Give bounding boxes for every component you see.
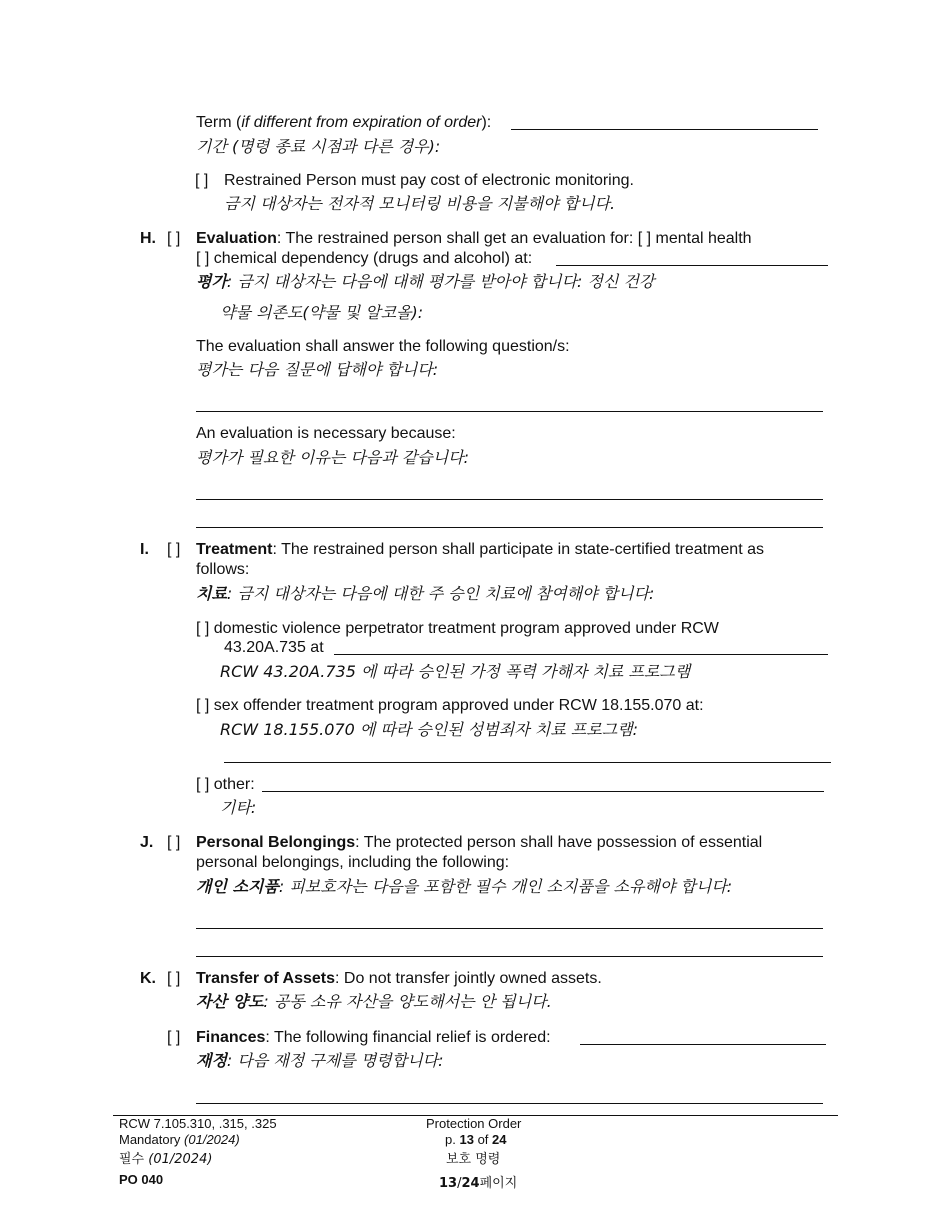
section-i-dv-option-cont: 43.20A.735 at [224,639,324,656]
section-i-heading-cont: follows: [196,561,250,578]
section-j-letter: J. [140,834,154,851]
section-i-sex-ko: RCW 18.155.070 에 따라 승인된 성범죄자 치료 프로그램: [220,720,639,739]
footer-title-ko: 보호 명령 [446,1152,501,1167]
finances-inline-line[interactable] [580,1044,826,1045]
footer-rcw: RCW 7.105.310, .315, .325 [119,1116,277,1131]
footer-page: p. 13 of 24 [445,1132,507,1147]
section-k-ko: 자산 양도: 공동 소유 자산을 양도해서는 안 됩니다. [196,992,552,1011]
section-i-sex-line[interactable] [224,762,831,763]
footer-page-ko: 13/24페이지 [439,1176,518,1191]
section-i-sex-option[interactable]: [ ] sex offender treatment program approved under RCW 18.155.070 at: [196,697,704,714]
section-i-ko: 치료: 금지 대상자는 다음에 대한 주 승인 치료에 참여해야 합니다: [196,584,655,603]
section-h-checkbox[interactable]: [ ] [167,230,181,247]
section-k-checkbox[interactable]: [ ] [167,970,181,987]
section-h-heading: Evaluation: The restrained person shall get an evaluation for: [ ] mental health [196,230,752,247]
section-j-heading: Personal Belongings: The protected person shall have possession of essential [196,834,763,851]
section-k-letter: K. [140,970,156,987]
section-h-necessary-line-2[interactable] [196,527,823,528]
section-j-checkbox[interactable]: [ ] [167,834,181,851]
section-j-ko: 개인 소지품: 피보호자는 다음을 포함한 필수 개인 소지품을 소유해야 합니다: [196,877,733,896]
section-i-other-ko: 기타: [220,798,257,817]
section-i-dv-ko: RCW 43.20A.735 에 따라 승인된 가정 폭력 가해자 치료 프로그램 [220,662,691,681]
term-label: Term (if different from expiration of order): [196,114,492,131]
section-h-chemical: [ ] chemical dependency (drugs and alcohol) at: [196,250,533,267]
monitoring-ko: 금지 대상자는 전자적 모니터링 비용을 지불해야 합니다. [224,194,616,213]
section-h-question-label: The evaluation shall answer the following question/s: [196,338,570,355]
section-h-ko-line2: 약물 의존도(약물 및 알코올): [220,303,424,322]
section-h-necessary-ko: 평가가 필요한 이유는 다음과 같습니다: [196,448,470,467]
footer-form-id: PO 040 [119,1172,164,1187]
finances-ko: 재정: 다음 재정 구제를 명령합니다: [196,1051,444,1070]
monitoring-text: Restrained Person must pay cost of electronic monitoring. [224,172,634,189]
term-ko: 기간 (명령 종료 시점과 다른 경우): [196,137,441,156]
section-h-chemical-line[interactable] [556,265,828,266]
section-i-other-line[interactable] [262,791,824,792]
section-h-necessary-line-1[interactable] [196,499,823,500]
finances-heading: Finances: The following financial relief is ordered: [196,1029,551,1046]
finances-line[interactable] [196,1103,823,1104]
section-h-ko: 평가: 금지 대상자는 다음에 대해 평가를 받아야 합니다: 정신 건강 [196,272,655,291]
section-h-question-ko: 평가는 다음 질문에 답해야 합니다: [196,360,439,379]
term-input-line[interactable] [511,129,818,130]
section-h-question-line[interactable] [196,411,823,412]
section-i-heading: Treatment: The restrained person shall participate in state-certified treatment as [196,541,764,558]
section-j-line-2[interactable] [196,956,823,957]
section-h-necessary-label: An evaluation is necessary because: [196,425,456,442]
section-k-heading: Transfer of Assets: Do not transfer jointly owned assets. [196,970,602,987]
section-j-line-1[interactable] [196,928,823,929]
section-i-dv-line[interactable] [334,654,828,655]
section-i-checkbox[interactable]: [ ] [167,541,181,558]
section-h-letter: H. [140,230,156,247]
monitoring-checkbox[interactable]: [ ] [195,172,209,189]
footer-mandatory-ko: 필수 (01/2024) [119,1152,213,1167]
footer-title: Protection Order [426,1116,522,1131]
section-j-heading-cont: personal belongings, including the following: [196,854,510,871]
section-i-letter: I. [140,541,149,558]
section-i-dv-option[interactable]: [ ] domestic violence perpetrator treatment program approved under RCW [196,620,719,637]
section-i-other-option[interactable]: [ ] other: [196,776,255,793]
footer-mandatory: Mandatory (01/2024) [119,1132,240,1147]
finances-checkbox[interactable]: [ ] [167,1029,181,1046]
